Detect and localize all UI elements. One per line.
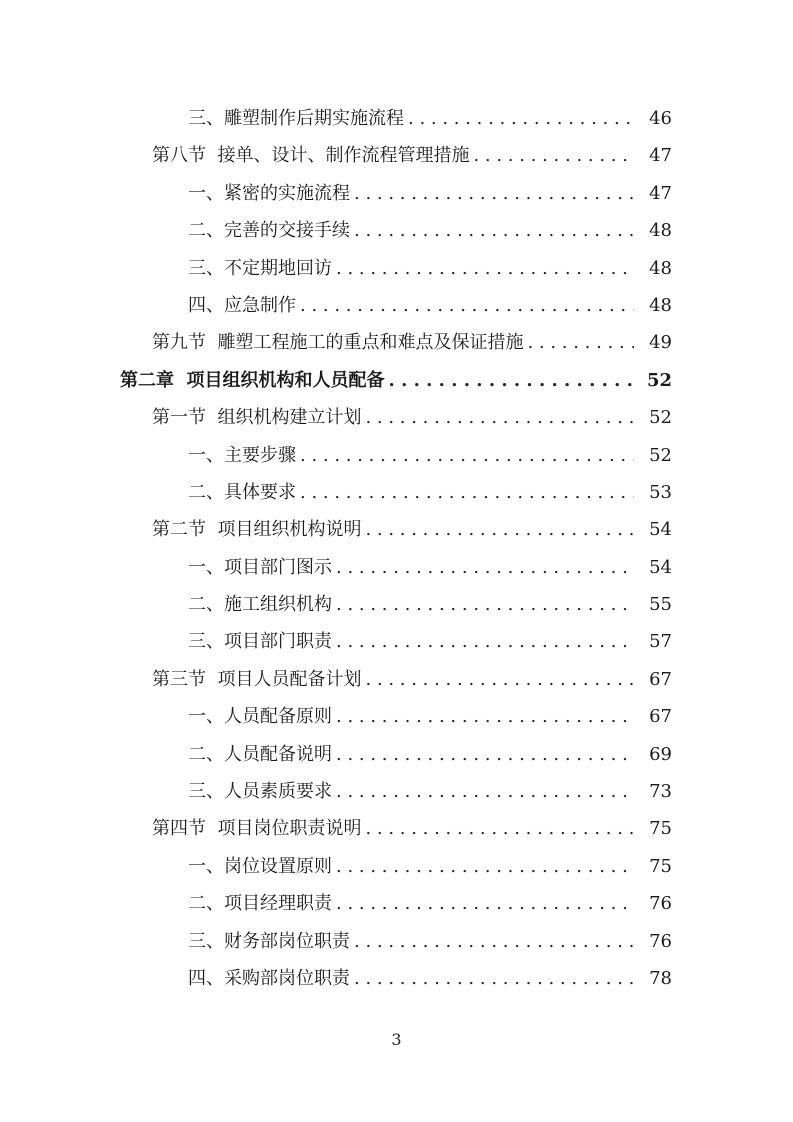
toc-subsection-entry[interactable] <box>0 287 793 324</box>
toc-entry-label: 第三节 项目人员配备计划 <box>152 668 362 690</box>
toc-entry-label: 一、人员配备原则 <box>188 706 332 728</box>
toc-subsection-entry[interactable] <box>0 549 793 586</box>
toc-entry-label: 三、不定期地回访 <box>188 257 332 279</box>
toc-entry-page: 54 <box>649 519 672 541</box>
toc-entry-label: 一、主要步骤 <box>188 444 296 466</box>
toc-entry-page: 55 <box>649 594 672 616</box>
toc-dot-leader <box>300 437 634 474</box>
toc-entry-label: 四、采购部岗位职责 <box>188 967 350 989</box>
toc-dot-leader <box>473 137 634 174</box>
toc-dot-leader <box>336 698 634 735</box>
toc-entry-label: 一、紧密的实施流程 <box>188 182 350 204</box>
toc-dot-leader <box>336 586 634 623</box>
table-of-contents <box>0 100 793 997</box>
toc-entry-label: 三、雕塑制作后期实施流程 <box>188 108 404 129</box>
toc-entry-page: 47 <box>649 145 672 167</box>
toc-subsection-entry[interactable] <box>0 698 793 735</box>
toc-entry-label: 三、项目部门职责 <box>188 631 332 653</box>
toc-entry-label: 一、项目部门图示 <box>188 556 332 578</box>
toc-entry-page: 76 <box>649 893 672 915</box>
toc-dot-leader <box>336 885 634 922</box>
toc-entry-page: 73 <box>649 781 672 803</box>
toc-dot-leader <box>354 960 634 997</box>
toc-entry-page: 48 <box>649 294 672 316</box>
toc-entry-page: 54 <box>649 556 672 578</box>
toc-subsection-entry[interactable] <box>0 100 793 137</box>
toc-dot-leader <box>365 511 634 548</box>
toc-dot-leader <box>336 250 634 287</box>
toc-dot-leader <box>365 399 634 436</box>
toc-entry-label: 二、人员配备说明 <box>188 743 332 765</box>
toc-dot-leader <box>527 324 634 361</box>
toc-entry-label: 第四节 项目岗位职责说明 <box>152 818 362 840</box>
toc-subsection-entry[interactable] <box>0 623 793 660</box>
toc-entry-page: 78 <box>649 967 672 989</box>
toc-entry-page: 48 <box>649 257 672 279</box>
toc-dot-leader <box>365 661 634 698</box>
toc-entry-label: 第八节 接单、设计、制作流程管理措施 <box>152 145 470 167</box>
toc-entry-label: 三、财务部岗位职责 <box>188 930 350 952</box>
toc-entry-page: 75 <box>649 855 672 877</box>
toc-entry-page: 67 <box>649 706 672 728</box>
toc-dot-leader <box>300 474 634 511</box>
toc-entry-label: 四、应急制作 <box>188 294 296 316</box>
toc-section-entry[interactable] <box>0 137 793 174</box>
toc-dot-leader <box>336 623 634 660</box>
toc-subsection-entry[interactable] <box>0 175 793 212</box>
toc-entry-page: 53 <box>649 481 672 503</box>
page-number: 3 <box>391 1030 402 1049</box>
toc-chapter-entry[interactable] <box>0 362 793 399</box>
toc-entry-page: 47 <box>649 182 672 204</box>
toc-dot-leader <box>354 175 634 212</box>
toc-dot-leader <box>336 848 634 885</box>
toc-entry-page: 69 <box>649 743 672 765</box>
toc-dot-leader <box>336 549 634 586</box>
toc-subsection-entry[interactable] <box>0 437 793 474</box>
toc-entry-label: 第一节 组织机构建立计划 <box>152 407 362 429</box>
toc-dot-leader <box>365 810 634 847</box>
toc-subsection-entry[interactable] <box>0 736 793 773</box>
toc-entry-label: 第二章 项目组织机构和人员配备 <box>120 369 385 391</box>
toc-entry-label: 二、项目经理职责 <box>188 893 332 915</box>
toc-entry-label: 二、施工组织机构 <box>188 594 332 616</box>
toc-subsection-entry[interactable] <box>0 885 793 922</box>
toc-dot-leader <box>389 362 634 399</box>
toc-entry-label: 第二节 项目组织机构说明 <box>152 519 362 541</box>
toc-entry-page: 48 <box>649 220 672 242</box>
toc-entry-page: 57 <box>649 631 672 653</box>
toc-dot-leader <box>408 100 634 137</box>
toc-dot-leader <box>336 773 634 810</box>
toc-entry-page: 76 <box>649 930 672 952</box>
toc-subsection-entry[interactable] <box>0 848 793 885</box>
toc-dot-leader <box>354 212 634 249</box>
toc-section-entry[interactable] <box>0 324 793 361</box>
toc-section-entry[interactable] <box>0 399 793 436</box>
toc-dot-leader <box>336 736 634 773</box>
toc-entry-label: 三、人员素质要求 <box>188 781 332 803</box>
toc-entry-page: 52 <box>649 407 672 429</box>
toc-entry-page: 52 <box>646 369 672 391</box>
toc-subsection-entry[interactable] <box>0 250 793 287</box>
toc-subsection-entry[interactable] <box>0 773 793 810</box>
toc-entry-label: 一、岗位设置原则 <box>188 855 332 877</box>
toc-subsection-entry[interactable] <box>0 960 793 997</box>
toc-subsection-entry[interactable] <box>0 474 793 511</box>
toc-subsection-entry[interactable] <box>0 212 793 249</box>
toc-entry-label: 二、完善的交接手续 <box>188 220 350 242</box>
toc-dot-leader <box>354 923 634 960</box>
toc-entry-label: 二、具体要求 <box>188 481 296 503</box>
toc-section-entry[interactable] <box>0 661 793 698</box>
toc-entry-page: 75 <box>649 818 672 840</box>
toc-entry-label: 第九节 雕塑工程施工的重点和难点及保证措施 <box>152 332 524 354</box>
toc-entry-page: 46 <box>649 108 672 129</box>
toc-section-entry[interactable] <box>0 511 793 548</box>
toc-section-entry[interactable] <box>0 810 793 847</box>
toc-entry-page: 52 <box>649 444 672 466</box>
toc-subsection-entry[interactable] <box>0 923 793 960</box>
toc-entry-page: 49 <box>649 332 672 354</box>
toc-dot-leader <box>300 287 634 324</box>
toc-subsection-entry[interactable] <box>0 586 793 623</box>
toc-entry-page: 67 <box>649 668 672 690</box>
